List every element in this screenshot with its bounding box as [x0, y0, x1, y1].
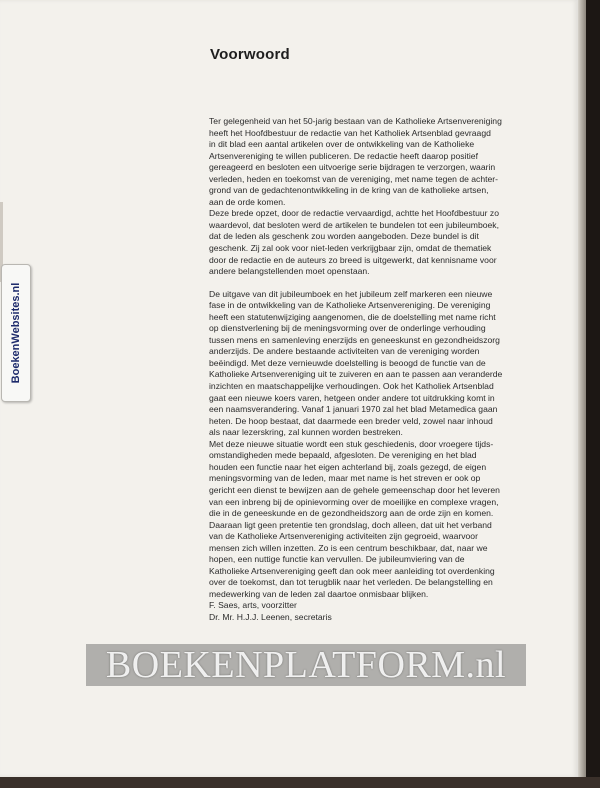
boekenplatform-watermark: BOEKENPLATFORM.nl [105, 644, 507, 686]
page-edge [578, 0, 586, 777]
foreword-body [209, 116, 564, 624]
signatories: F. Saes, arts, voorzitter Dr. Mr. H.J.J. Leenen, secretaris [209, 600, 332, 622]
boekenwebsites-sticker [1, 264, 31, 402]
scan-bottom-strip [0, 777, 600, 788]
page-title: Voorwoord [210, 46, 290, 64]
sticker-text: BoekenWebsites.nl [10, 282, 22, 384]
paragraph-2: De uitgave van dit jubileumboek en het jubileum zelf markeren een nieuwe fase in de ontwikkeling van de Katholieke Artsenvereniging. De vereniging heeft een statutenwijziging aangenomen, die de doelstelling met name richt op dienstverlening bij de meningsvorming over de onderlinge verhouding tussen mens en samenleving enerzijds en geneeskunst en gezondheidszorg anderzijds. De andere bestaande activiteiten van de vereniging worden beëindigd. Met deze vernieuwde doelstelling is beoogd de functie van de Katholieke Artsenvereniging uit te zuiveren en aan te passen aan veranderde inzichten en maatschappelijke verhoudingen. Ook het Katholiek Artsenblad gaat een nieuwe koers varen, hetgeen onder andere tot uitdrukking komt in een naamsverandering. Vanaf 1 januari 1970 zal het blad Metamedica gaan heten. De hoop bestaat, dat daarmede een breder veld, zowel naar inhoud als naar lezerskring, zal kunnen worden bestreken. Met deze nieuwe situatie wordt een stuk geschiedenis, door vroegere tijds- omstandigheden mede bepaald, afgesloten. De vereniging en het blad houden een functie naar het eigen achterland bij, zoals gezegd, de eigen meningsvorming van de leden, maar met name is het streven er ook op gericht een dienst te bewijzen aan de gehele gemeenschap door het leveren van een inbreng bij de opinievorming over de moeilijke en complexe vragen, die in de geneeskunde en de gezondheidszorg aan de orde zijn en komen. Daaraan ligt geen pretentie ten grondslag, doch alleen, dat uit het verband van de Katholieke Artsenvereniging activiteiten zijn gegroeid, waarvoor mensen zich willen inzetten. Zo is een centrum beschikbaar, dat, naar we hopen, een nuttige functie kan vervullen. De jubileumviering van de Katholieke Artsenvereniging geeft dan ook meer aanleiding tot overdenking over de toekomst, dan tot terugblik naar het verleden. De belangstelling en medewerking van de leden zal daartoe onmisbaar blijken. [209, 288, 503, 599]
paragraph-1: Ter gelegenheid van het 50-jarig bestaan van de Katholieke Artsenvereniging heeft het Hoofdbestuur de redactie van het Katholiek Artsenblad gevraagd in dit blad een aantal artikelen over de ontwikkeling van de Katholieke Artsenvereniging te willen publiceren. De redactie heeft daarop positief gereageerd en besloten een uitvoerige serie bijdragen te verzorgen, waarin verleden, heden en toekomst van de vereniging, met name tegen de achter- grond van de gedachtenontwikkeling in de kring van de katholieke artsen, aan de orde komen. Deze brede opzet, door de redactie vervaardigd, achtte het Hoofdbestuur zo waardevol, dat besloten werd de artikelen te bundelen tot een jubileumboek, dat de leden als geschenk zou worden aangeboden. Deze bundel is dit geschenk. Zij zal ook voor niet-leden verkrijgbaar zijn, omdat de thematiek door de redactie en de auteurs zo breed is uitgewerkt, dat kennisname voor andere belangstellenden moet openstaan. [209, 116, 502, 277]
